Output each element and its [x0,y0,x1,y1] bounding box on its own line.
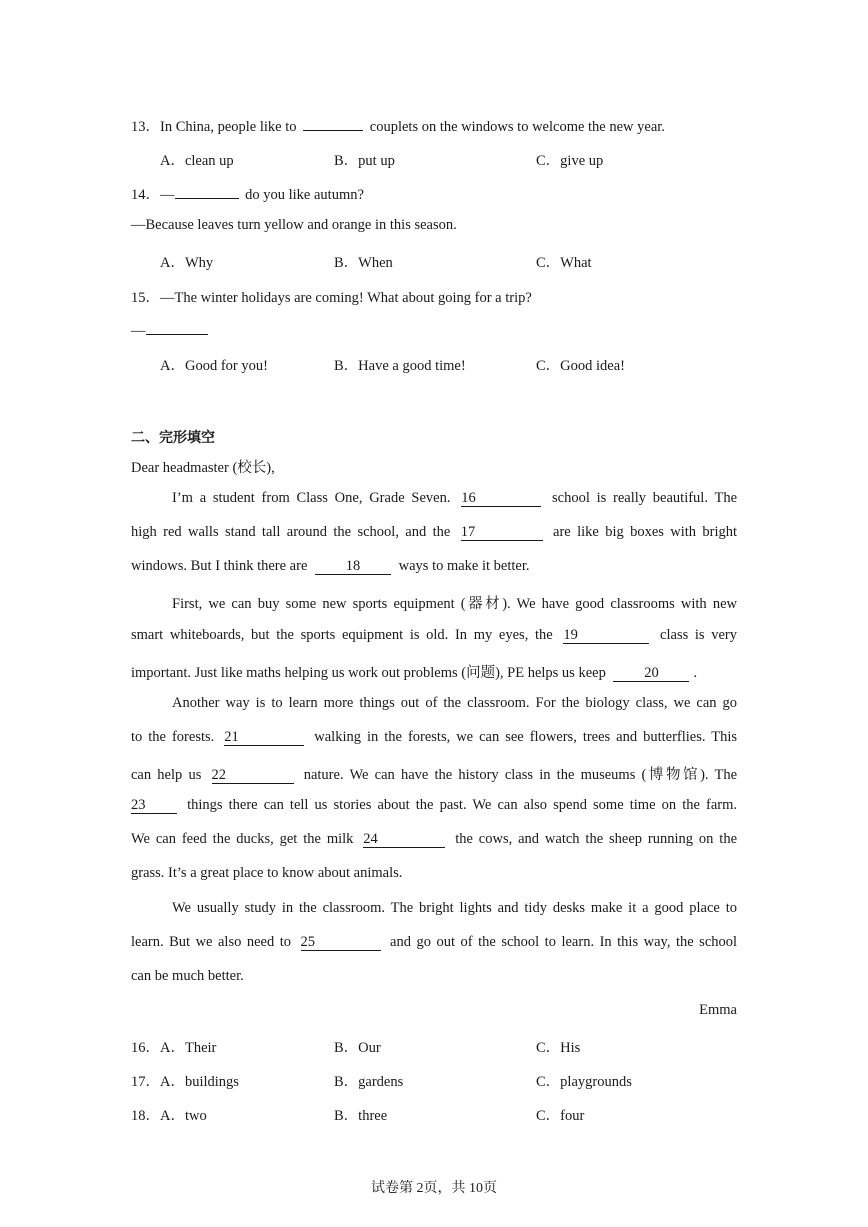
passage-line [131,831,737,848]
answer-blank [146,320,208,335]
passage-text: high red walls stand tall around the school, and the [131,524,451,540]
blank-18: 18 [315,559,391,575]
passage-line [131,729,737,746]
question-16-number: 16． [131,1040,160,1056]
passage-text: nature. We can have the history class in the museums (博物馆). The [303,767,738,783]
question-13-text-pre: 13．In China, people like to [131,119,297,135]
question-18-number: 18． [131,1108,160,1124]
passage-line: Another way is to learn more things out of the classroom. For the biology class, we can go [172,695,737,711]
question-13-text-post: couplets on the windows to welcome the new year. [369,119,665,135]
blank-16: 16 [461,491,541,507]
q17-option-a: A．buildings [160,1074,239,1090]
q16-option-c: C．His [536,1040,581,1056]
passage-text: learn. But we also need to [131,934,291,950]
passage-line: can be much better. [131,968,244,984]
q13-option-b: B．put up [334,153,395,169]
passage-text: are like big boxes with bright [553,524,738,540]
passage-text: class is very [660,627,738,643]
question-14-text-post: do you like autumn? [245,187,364,203]
q17-option-b: B．gardens [334,1074,404,1090]
answer-dash: — [131,323,146,339]
q15-option-a: A．Good for you! [160,358,268,374]
question-17-number: 17． [131,1074,160,1090]
passage-line [131,558,530,575]
passage-text: school is really beautiful. The [551,490,738,506]
passage-line [131,934,737,951]
q17-option-c: C．playgrounds [536,1074,632,1090]
passage-text: ways to make it better. [398,558,530,574]
answer-blank [175,184,239,199]
passage-line: First, we can buy some new sports equipment (器材). We have good classrooms with new [172,596,737,612]
question-14-response: —Because leaves turn yellow and orange in this season. [131,217,457,233]
q18-option-a: A．two [160,1108,207,1124]
passage-text: and go out of the school to learn. In this way, the school [390,934,738,950]
q18-option-b: B．three [334,1108,388,1124]
passage-text: things there can tell us stories about the past. We can also spend some time on the farm. [187,797,738,813]
question-14 [131,183,364,204]
passage-text: . [693,665,698,681]
passage-line [131,763,737,784]
q13-option-c: C．give up [536,153,604,169]
passage-text: walking in the forests, we can see flowers, trees and butterflies. This [314,729,738,745]
q14-option-a: A．Why [160,255,214,271]
passage-text: windows. But I think there are [131,558,308,574]
q15-option-b: B．Have a good time! [334,358,466,374]
q16-option-a: A．Their [160,1040,217,1056]
answer-blank [303,116,363,131]
letter-salutation: Dear headmaster (校长), [131,460,275,476]
passage-text: smart whiteboards, but the sports equipment is old. In my eyes, the [131,627,553,643]
question-13 [131,115,665,136]
question-15-answer-line [131,320,211,340]
passage-line [172,490,737,507]
blank-20: 20 [613,666,689,682]
blank-17: 17 [461,525,543,541]
page-footer: 试卷第 2页，共 10页 [371,1181,497,1196]
q18-option-c: C．four [536,1108,585,1124]
letter-signature: Emma [699,1002,737,1018]
passage-text: We can feed the ducks, get the milk [131,831,354,847]
q14-option-b: B．When [334,255,393,271]
question-14-text-pre: 14．— [131,187,175,203]
passage-text: important. Just like maths helping us work out problems (问题), PE helps us keep [131,665,606,681]
blank-21: 21 [224,730,304,746]
blank-24: 24 [363,832,445,848]
q13-option-a: A．clean up [160,153,234,169]
blank-22: 22 [212,768,294,784]
section-heading: 二、完形填空 [131,430,215,446]
blank-19: 19 [563,628,649,644]
question-15: 15．—The winter holidays are coming! What about going for a trip? [131,290,532,306]
passage-line [131,627,737,644]
passage-line [131,524,737,541]
blank-23: 23 [131,798,177,814]
q16-option-b: B．Our [334,1040,381,1056]
passage-line [131,661,697,682]
q15-option-c: C．Good idea! [536,358,625,374]
passage-line [131,797,737,814]
passage-line: We usually study in the classroom. The bright lights and tidy desks make it a good place to [172,900,737,916]
passage-line: grass. It’s a great place to know about animals. [131,865,403,881]
q14-option-c: C．What [536,255,592,271]
passage-text: the cows, and watch the sheep running on the [455,831,738,847]
passage-text: to the forests. [131,729,215,745]
passage-text: I’m a student from Class One, Grade Seven. [172,490,451,506]
blank-25: 25 [301,935,381,951]
passage-text: can help us [131,767,202,783]
